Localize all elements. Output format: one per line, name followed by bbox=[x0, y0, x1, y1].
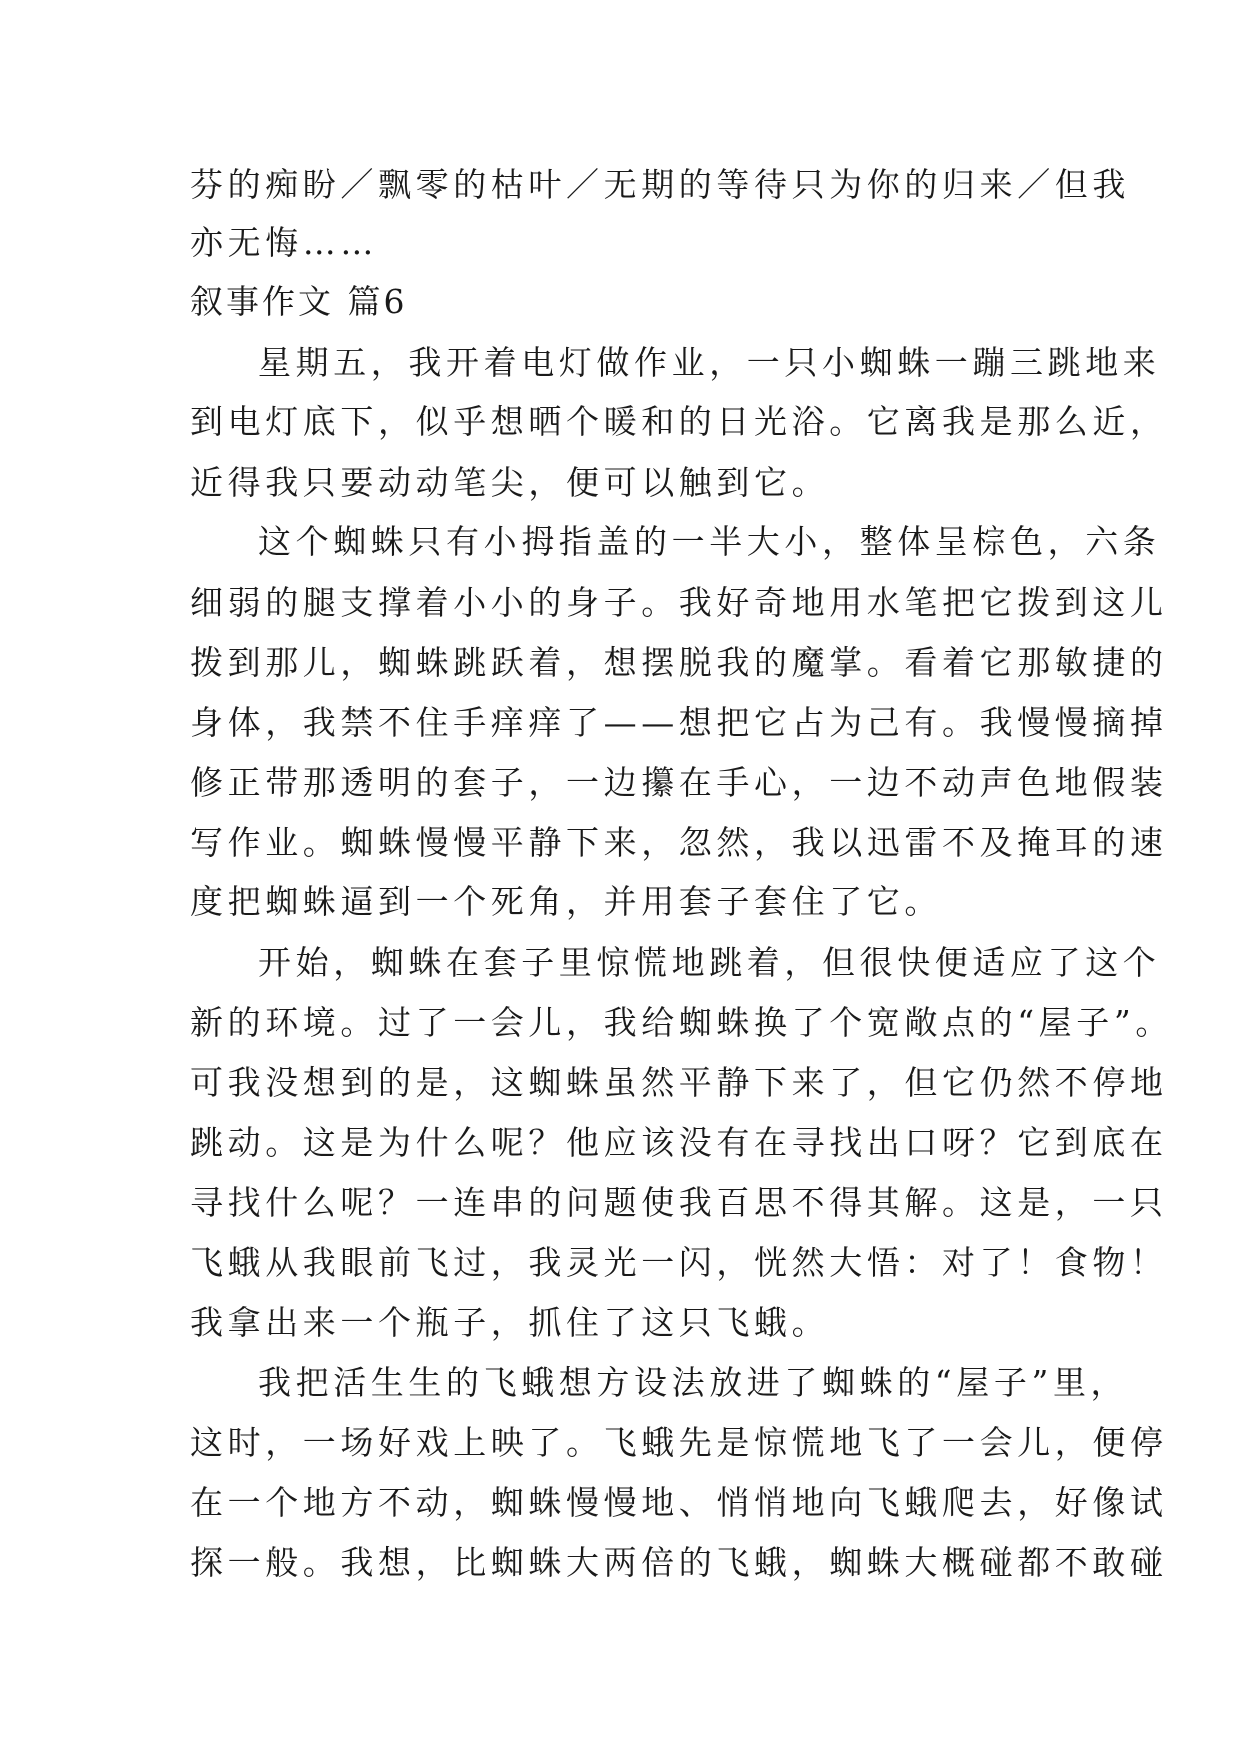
text-line: 在一个地方不动，蜘蛛慢慢地、悄悄地向飞蛾爬去，好像试 bbox=[190, 1483, 1168, 1522]
text-line: 芬的痴盼／飘零的枯叶／无期的等待只为你的归来／但我 bbox=[190, 165, 1130, 204]
text-line: 这时，一场好戏上映了。飞蛾先是惊慌地飞了一会儿，便停 bbox=[190, 1423, 1168, 1462]
text-line: 新的环境。过了一会儿，我给蜘蛛换了个宽敞点的“屋子”。 bbox=[190, 1003, 1173, 1042]
text-line: 我把活生生的飞蛾想方设法放进了蜘蛛的“屋子”里， bbox=[258, 1363, 1129, 1402]
text-line: 探一般。我想，比蜘蛛大两倍的飞蛾，蜘蛛大概碰都不敢碰 bbox=[190, 1543, 1168, 1582]
text-line: 星期五，我开着电灯做作业，一只小蜘蛛一蹦三跳地来 bbox=[258, 343, 1161, 382]
text-line: 修正带那透明的套子，一边攥在手心，一边不动声色地假装 bbox=[190, 763, 1168, 802]
text-line: 到电灯底下，似乎想晒个暖和的日光浴。它离我是那么近， bbox=[190, 402, 1168, 441]
text-line: 写作业。蜘蛛慢慢平静下来，忽然，我以迅雷不及掩耳的速 bbox=[190, 823, 1168, 862]
text-line: 细弱的腿支撑着小小的身子。我好奇地用水笔把它拨到这儿 bbox=[190, 583, 1168, 622]
text-line: 拨到那儿，蜘蛛跳跃着，想摆脱我的魔掌。看着它那敏捷的 bbox=[190, 643, 1168, 682]
text-line: 身体，我禁不住手痒痒了——想把它占为己有。我慢慢摘掉 bbox=[190, 703, 1168, 742]
text-line: 亦无悔…… bbox=[190, 223, 378, 262]
text-line: 我拿出来一个瓶子，抓住了这只飞蛾。 bbox=[190, 1303, 830, 1342]
text-line: 开始，蜘蛛在套子里惊慌地跳着，但很快便适应了这个 bbox=[258, 943, 1161, 982]
text-line: 这个蜘蛛只有小拇指盖的一半大小，整体呈棕色，六条 bbox=[258, 522, 1161, 561]
text-line: 跳动。这是为什么呢？他应该没有在寻找出口呀？它到底在 bbox=[190, 1123, 1168, 1162]
text-line: 飞蛾从我眼前飞过，我灵光一闪，恍然大悟：对了！食物！ bbox=[190, 1243, 1168, 1282]
text-line: 度把蜘蛛逼到一个死角，并用套子套住了它。 bbox=[190, 882, 942, 921]
text-line: 寻找什么呢？一连串的问题使我百思不得其解。这是，一只 bbox=[190, 1183, 1168, 1222]
text-line: 可我没想到的是，这蜘蛛虽然平静下来了，但它仍然不停地 bbox=[190, 1063, 1168, 1102]
text-line: 近得我只要动动笔尖，便可以触到它。 bbox=[190, 463, 830, 502]
section-heading: 叙事作文 篇6 bbox=[190, 282, 408, 321]
